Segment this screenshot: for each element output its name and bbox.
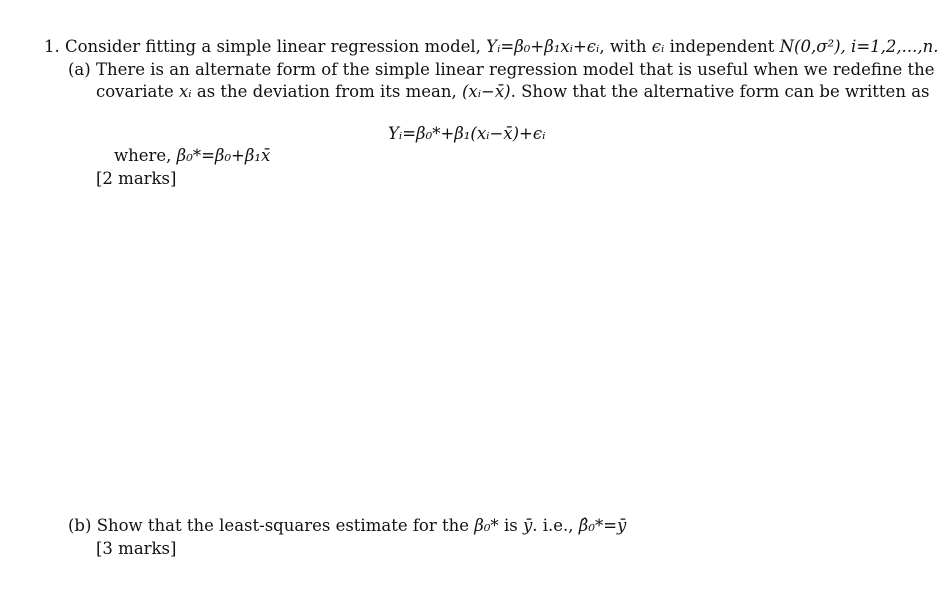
beta-star-param: β₀* — [474, 516, 499, 535]
with-text: , with — [599, 37, 647, 56]
part-b-text: Show that the least-squares estimate for the — [96, 516, 470, 535]
part-b-marks: [3 marks] — [96, 539, 177, 558]
regression-model-formula: Yᵢ=β₀+β₁xᵢ+ϵᵢ — [486, 37, 600, 56]
normal-distribution: N(0,σ²) — [779, 37, 841, 56]
question-stem: Consider fitting a simple linear regression model, — [65, 37, 481, 56]
part-a-text-line-1: There is an alternate form of the simple linear regression model that is useful when we redefine the — [95, 60, 935, 79]
where-definition — [114, 146, 270, 166]
part-a-alt-form-text: . Show that the alternative form can be written as — [510, 82, 930, 101]
part-a-deviation-text: as the deviation from its mean, — [196, 82, 457, 101]
beta-star-definition: β₀*=β₀+β₁x̄ — [176, 146, 271, 165]
question-1-line — [44, 37, 938, 57]
part-a-line-1 — [68, 60, 935, 80]
part-a-marks: [2 marks] — [96, 169, 177, 188]
part-a-line-2 — [96, 82, 930, 102]
estimate-result: β̂₀*=ȳ — [578, 516, 627, 535]
part-a-label: (a) — [68, 60, 91, 79]
ie-text: . i.e., — [532, 516, 574, 535]
error-term: ϵᵢ — [651, 37, 665, 56]
question-number: 1. — [44, 37, 60, 56]
part-b-label: (b) — [68, 516, 92, 535]
index-range: , i=1,2,...,n. — [840, 37, 938, 56]
independent-text: independent — [669, 37, 775, 56]
where-label: where, — [114, 146, 172, 165]
is-text: is — [503, 516, 518, 535]
part-b-line-1 — [68, 516, 626, 536]
part-a-covariate-text: covariate — [96, 82, 174, 101]
y-bar: ȳ — [522, 516, 533, 535]
deviation-expression: (xᵢ−x̄) — [461, 82, 511, 101]
covariate-variable: xᵢ — [178, 82, 192, 101]
alternative-form-equation: Yᵢ=β₀*+β₁(xᵢ−x̄)+ϵᵢ — [388, 124, 546, 143]
